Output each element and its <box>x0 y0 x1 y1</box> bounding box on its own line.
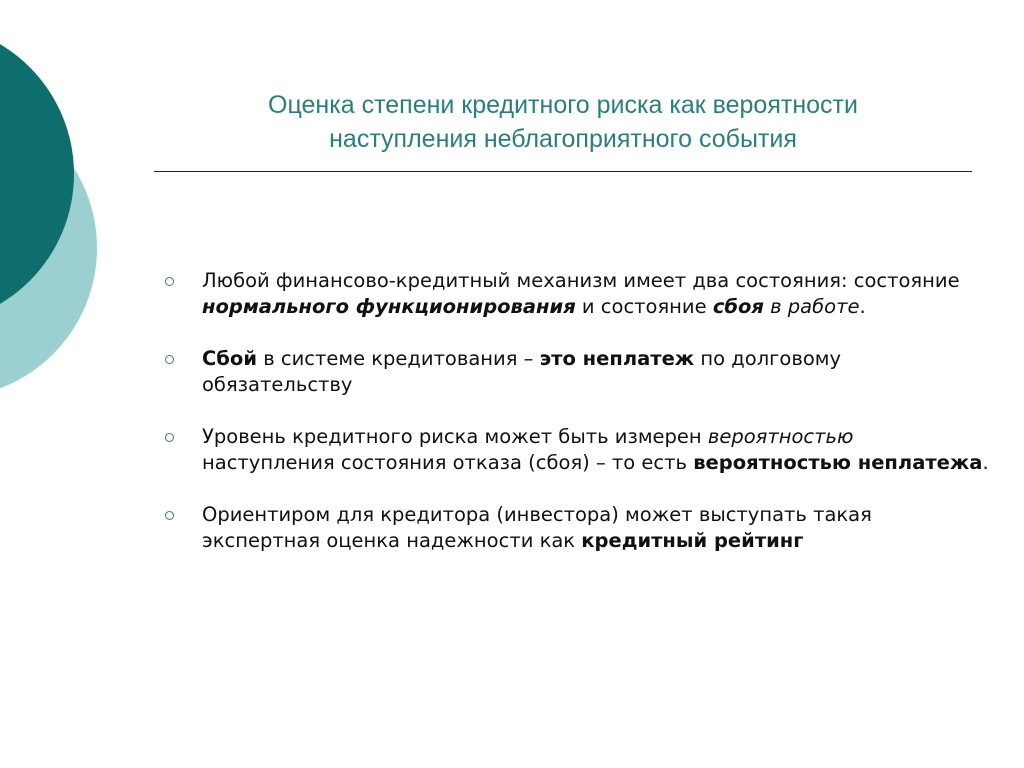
bullet-item-failure <box>160 346 990 397</box>
slide-title <box>150 88 976 156</box>
slide-title-line-2: наступления неблагоприятного события <box>329 125 797 153</box>
bullet-circle-icon <box>165 433 174 442</box>
bullet-circle-icon <box>165 511 174 520</box>
bullet-item-risk-level <box>160 424 990 475</box>
bullet-item-two-states <box>160 268 990 319</box>
bullet-text: Ориентиром для кредитора (инвестора) может выступать такая экспертная оценка надежности как кредитный рейтинг <box>202 503 872 552</box>
bullet-text: Уровень кредитного риска может быть измерен вероятностью наступления состояния отказа (сбоя) – то есть вероятностью неплатежа. <box>202 425 989 474</box>
bullet-list <box>160 268 990 580</box>
bullet-circle-icon <box>165 277 174 286</box>
slide-title-line-1: Оценка степени кредитного риска как вероятности <box>268 91 858 119</box>
bullet-text: Любой финансово-кредитный механизм имеет два состояния: состояние нормального функционирования и состояние сбоя в работе. <box>202 269 960 318</box>
bullet-text: Сбой в системе кредитования – это неплатеж по долговому обязательству <box>202 347 842 396</box>
bullet-circle-icon <box>165 355 174 364</box>
title-divider <box>154 171 972 172</box>
bullet-item-credit-rating <box>160 502 990 553</box>
